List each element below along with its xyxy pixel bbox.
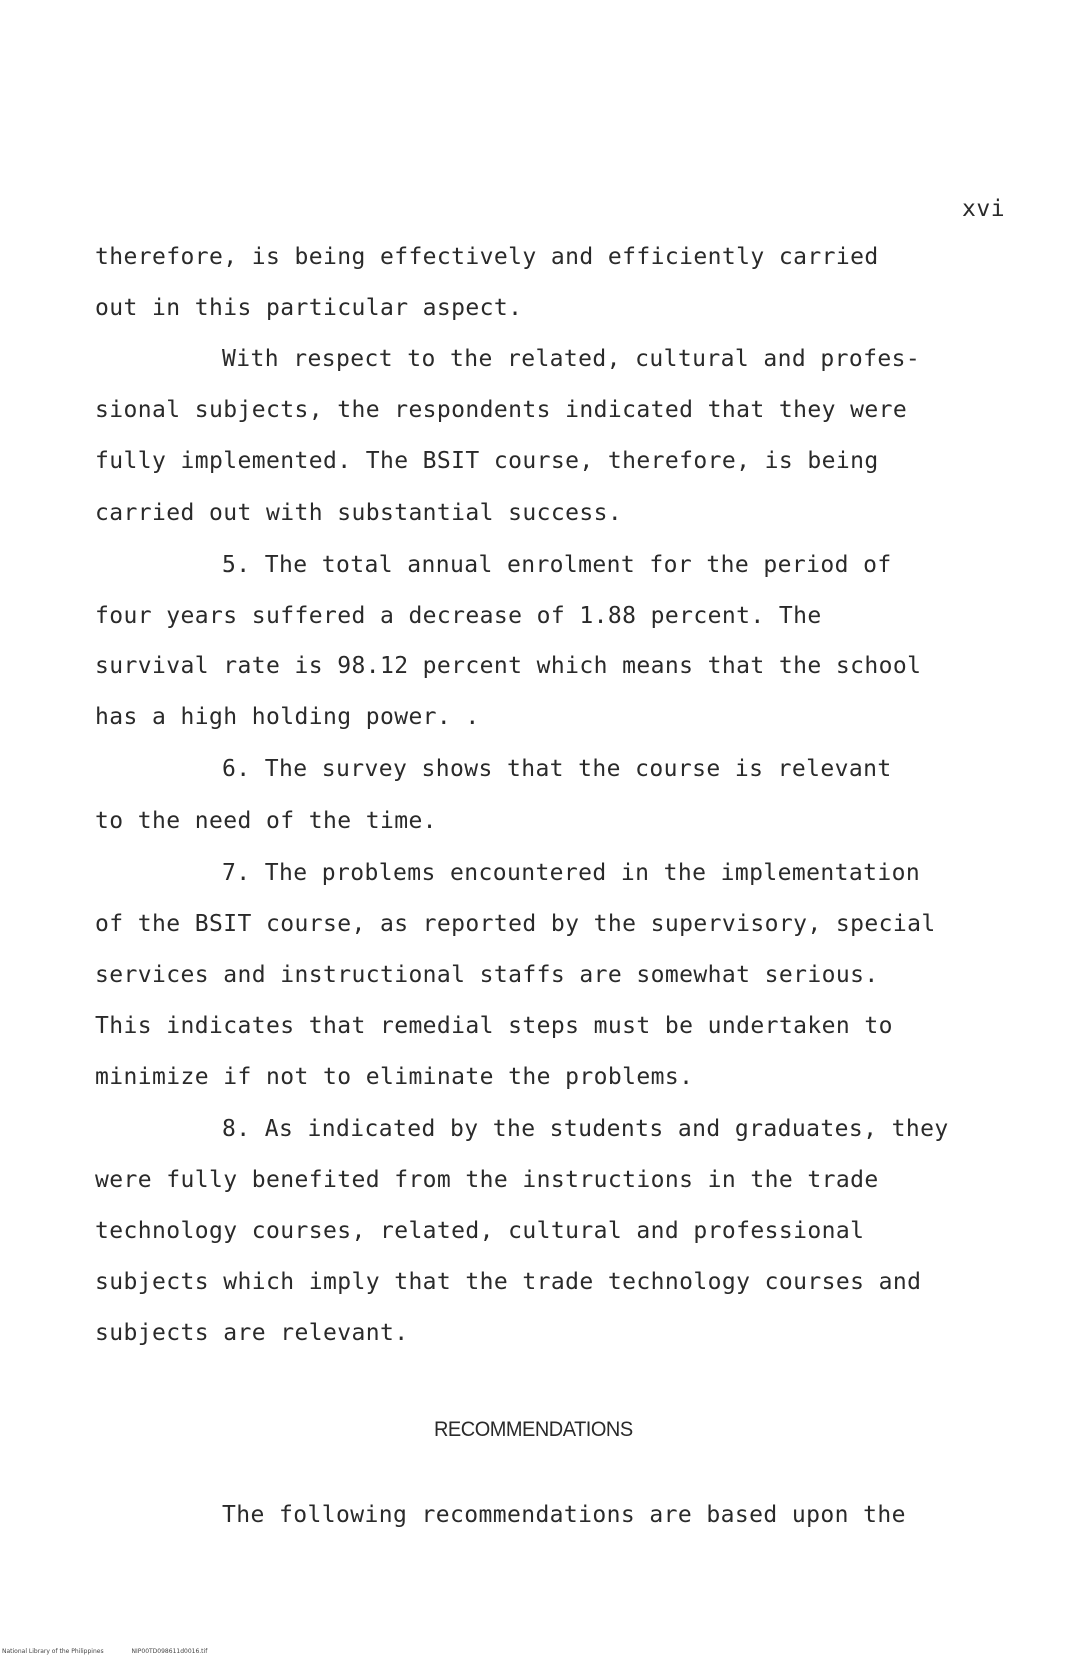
text-line: out in this particular aspect.	[95, 295, 523, 321]
text-line: This indicates that remedial steps must be undertaken to	[95, 1013, 893, 1039]
text-line: subjects are relevant.	[95, 1320, 409, 1346]
file-id: NIP00TD098611d0016.tif	[131, 1648, 208, 1655]
text-line: subjects which imply that the trade technology courses and	[95, 1269, 922, 1295]
text-line: sional subjects, the respondents indicated that they were	[95, 397, 908, 423]
section-heading: RECOMMENDATIONS	[434, 1418, 633, 1441]
text-line: The following recommendations are based upon the	[222, 1502, 906, 1528]
text-line: minimize if not to eliminate the problems.	[95, 1064, 694, 1090]
text-line: fully implemented. The BSIT course, therefore, is being	[95, 448, 879, 474]
text-line: four years suffered a decrease of 1.88 percent. The	[95, 603, 822, 629]
text-line: technology courses, related, cultural and professional	[95, 1218, 865, 1244]
text-line: were fully benefited from the instructions in the trade	[95, 1167, 879, 1193]
page-number: xvi	[962, 196, 1006, 222]
library-name: National Library of the Philippines	[2, 1648, 104, 1655]
text-line: has a high holding power. .	[95, 704, 480, 730]
text-line: survival rate is 98.12 percent which means that the school	[95, 653, 922, 679]
text-line: 7. The problems encountered in the implementation	[222, 860, 921, 886]
text-line: 6. The survey shows that the course is relevant	[222, 756, 892, 782]
scan-footer	[2, 1648, 233, 1655]
text-line: 5. The total annual enrolment for the period of	[222, 552, 892, 578]
text-line: of the BSIT course, as reported by the supervisory, special	[95, 911, 936, 937]
text-line: therefore, is being effectively and efficiently carried	[95, 244, 879, 270]
text-line: With respect to the related, cultural and profes-	[222, 346, 921, 372]
text-line: services and instructional staffs are somewhat serious.	[95, 962, 879, 988]
text-line: to the need of the time.	[95, 808, 437, 834]
text-line: 8. As indicated by the students and graduates, they	[222, 1116, 949, 1142]
text-line: carried out with substantial success.	[95, 500, 623, 526]
